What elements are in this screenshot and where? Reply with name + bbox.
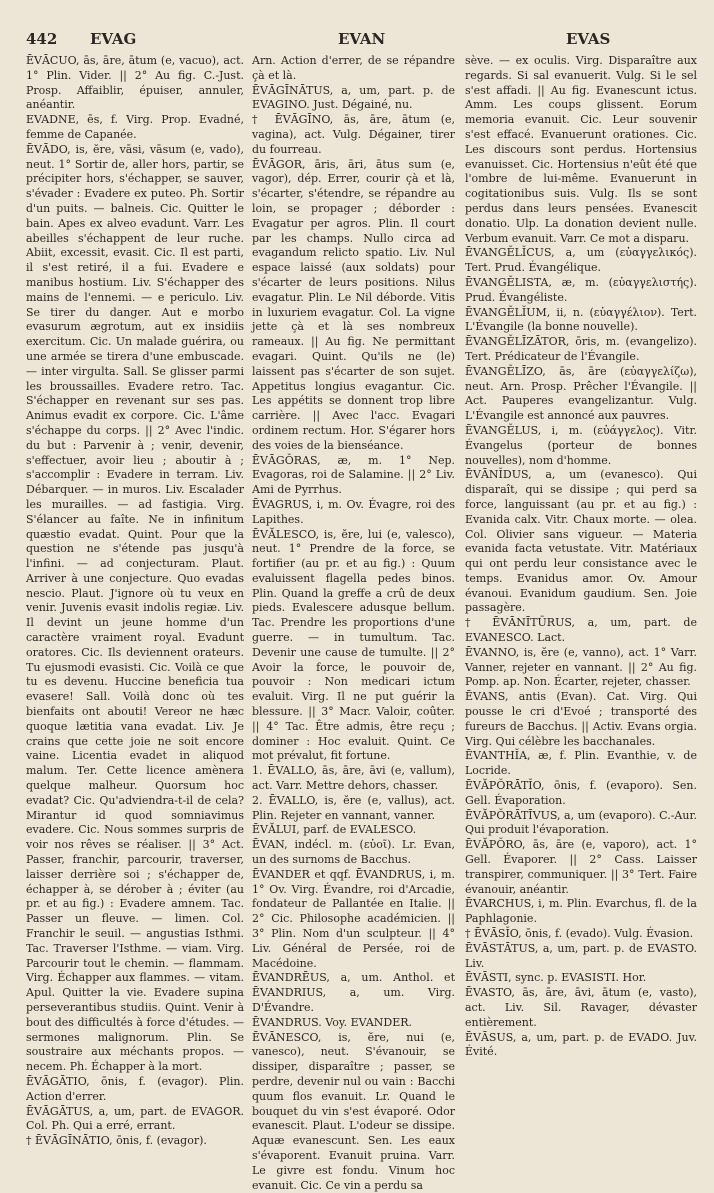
dictionary-entry: ĒVANGĔLISTA, æ, m. (εὐαγγελιστής). Prud. Évangéliste. xyxy=(465,275,697,304)
dictionary-entry: ĒVARCHUS, i, m. Plin. Evarchus, fl. de la Paphlagonie. xyxy=(465,897,697,926)
dictionary-entry: ĒVĀGOR, āris, āri, ātus sum (e, vagor), dép. Errer, courir çà et là, s'écarter, s'étendre, se répandre au loin, se propager ; déborder : Evagatur per agros. Plin. Il court par les champs. Nullo circa ad evagandum relicto spatio. Liv. Nul espace laissé (aux soldats) pour s'écarter de leurs positions. Nilus evagatur. Plin. Le Nil déborde. Vitis in luxuriem evagatur. Col. La vigne jette çà et là ses nombreux rameaux. || Au fig. Ne permittant evagari. Quint. Qu'ils ne (le) laissent pas s'écarter de son sujet. Appetitus longius evagantur. Cic. Les appétits se donnent trop libre carrière. || Avec l'acc. Evagari ordinem rectum. Hor. S'égarer hors des voies de la bienséance. xyxy=(252,157,455,452)
dictionary-entry: ĒVĂPŎRĀTĬO, ōnis, f. (evaporo). Sen. Gell. Évaporation. xyxy=(465,779,697,807)
dictionary-entry: ĒVĂPŎRO, ās, āre (e, vaporo), act. 1° Gell. Évaporer. || 2° Cass. Laisser transpirer, communiquer. || 3° Tert. Faire évanouir, anéantir. xyxy=(465,838,697,896)
dictionary-entry: ĒVĀGĀTUS, a, um, part. de EVAGOR. Col. Ph. Qui a erré, errant. xyxy=(26,1104,244,1133)
dictionary-entry: † ĒVĀGĪNO, ās, āre, ātum (e, vagina), act. Vulg. Dégainer, tirer du fourreau. xyxy=(252,113,455,156)
dictionary-entry: ĒVANS, antis (Evan). Cat. Virg. Qui pousse le cri d'Evoé ; transporté des fureurs de Bacchus. || Activ. Evans orgia. Virg. Qui célèbre les bacchanales. xyxy=(465,690,697,748)
column-right xyxy=(465,54,697,1072)
dictionary-entry: ĒVĂLUI, parf. de EVALESCO. xyxy=(252,823,417,837)
page-number: 442 xyxy=(26,30,58,48)
dictionary-entry: ĒVĀDO, is, ĕre, vāsi, vāsum (e, vado), neut. 1° Sortir de, aller hors, partir, se précipiter hors, s'échapper, se sauver, s'évader : Evadere ex puteo. Ph. Sortir d'un puits. — balneis. Cic. Quitter le bain. Apes ex alveo evadunt. Varr. Les abeilles s'échappent de leur ruche. Abiit, excessit, evasit. Cic. Il est parti, il s'est retiré, il a fui. Evadere e manibus hostium. Liv. S'échapper des mains de l'ennemi. — e periculo. Liv. Se tirer du danger. Aut e morbo evasurum ægrotum, aut ex insidiis exercitum. Cic. Un malade guérira, ou une armée se tirera d'une embuscade. — inter virgulta. Sall. Se glisser parmi les broussailles. Evadere retro. Tac. S'échapper en revenant sur ses pas. Animus evadit ex corpore. Cic. L'âme s'échappe du corps. || 2° Avec l'indic. du but : Parvenir à ; venir, devenir, s'effectuer, avoir lieu ; aboutir à ; s'accomplir : Evadere in terram. Liv. Débarquer. — in muros. Liv. Escalader les murailles. — ad fastigia. Virg. S'élancer au faîte. Ne in infinitum quæstio evadat. Quint. Pour que la question ne s'étende pas jusqu'à l'infini. — ad conjecturam. Plaut. Arriver à une conjecture. Quo evadas nescio. Plaut. J'ignore où tu veux en venir. Juvenis evasit indolis regiæ. Liv. Il devint un jeune homme d'un caractère vraiment royal. Evadunt oratores. Cic. Ils deviennent orateurs. Tu ejusmodi evasisti. Cic. Voilà ce que tu es devenu. Huccine beneficia tua evasere! Sall. Voilà donc où tes bienfaits ont abouti! Vereor ne hæc quoque lætitia vana evadat. Liv. Je crains que cette joie ne soit encore vaine. Licentia evadet in aliquod malum. Ter. Cette licence amènera quelque malheur. Quorsum hoc evadat? Cic. Qu'adviendra-t-il de cela? Mirantur id quod somniavimus evadere. Cic. Nous sommes surpris de voir nos rêves se réaliser. || 3° Act. Passer, franchir, parcourir, traverser, laisser derrière soi ; s'échapper de, échapper à, se dérober à ; éviter (au pr. et au fig.) : Evadere amnem. Tac. Passer un fleuve. — limen. Col. Franchir le seuil. — angustias Isthmi. Tac. Traverser l'Isthme. — viam. Virg. Parcourir tout le chemin. — flammam. Virg. Échapper aux flammes. — vitam. Apul. Quitter la vie. Evadere supina perseverantibus studiis. Quint. Venir à bout des difficultés à force d'études. — sermones malignorum. Plin. Se soustraire aux méchants propos. — necem. Ph. Échapper à la mort. xyxy=(26,142,244,1074)
dictionary-entry: ĒVĀGĪNĀTUS, a, um, part. p. de EVAGINO. Just. Dégainé, nu. xyxy=(252,83,455,112)
dictionary-entry: ĒVAN, indécl. m. (εὐοῖ). Lr. Evan, un des surnoms de Bacchus. xyxy=(252,838,455,867)
dictionary-entry: ĒVĂLESCO, is, ĕre, lui (e, valesco), neut. 1° Prendre de la force, se fortifier (au pr. et au fig.) : Quum evaluissent flagella pedes binos. Plin. Quand la greffe a crû de deux pieds. Evalescere adusque bellum. Tac. Prendre les proportions d'une guerre. — in tumultum. Tac. Devenir une cause de tumulte. || 2° Avoir la force, le pouvoir de, pouvoir : Non medicari ictum evaluit. Virg. Il ne put guérir la blessure. || 3° Macr. Valoir, coûter. || 4° Tac. Être admis, être reçu ; dominer : Hoc evaluit. Quint. Ce mot prévalut, fit fortune. xyxy=(252,527,455,763)
dictionary-entry: ĒVANGĔLĬCUS, a, um (εὐαγγελικός). Tert. Prud. Évangélique. xyxy=(465,246,697,275)
dictionary-entry: ĒVĀSUS, a, um, part. p. de EVADO. Juv. Évité. xyxy=(465,1030,697,1059)
dictionary-entry: ĒVANDRUS. Voy. EVANDER. xyxy=(252,1015,413,1029)
dictionary-entry: ĒVANGĔLĪZĀTOR, ōris, m. (evangelizo). Tert. Prédicateur de l'Évangile. xyxy=(465,335,697,363)
dictionary-entry: ĒVANNO, is, ĕre (e, vanno), act. 1° Varr. Vanner, rejeter en vannant. || 2° Au fig. Pomp. ap. Non. Écarter, rejeter, chasser. xyxy=(465,645,697,689)
dictionary-entry: ĒVANDER et qqf. ĒVANDRUS, i, m. 1° Ov. Virg. Évandre, roi d'Arcadie, fondateur de Pallantée en Italie. || 2° Cic. Philosophe académicien. || 3° Plin. Nom d'un sculpteur. || 4° Liv. Général de Persée, roi de Macédoine. xyxy=(252,867,455,970)
dictionary-entry: ĒVAGRUS, i, m. Ov. Évagre, roi des Lapithes. xyxy=(252,497,455,526)
header-left-guideword: EVAG xyxy=(90,30,137,48)
dictionary-entry: 2. ĒVALLO, is, ĕre (e, vallus), act. Plin. Rejeter en vannant, vanner. xyxy=(252,793,455,822)
column-left xyxy=(26,54,244,1148)
dictionary-entry: ĒVĀGŎRAS, æ, m. 1° Nep. Evagoras, roi de Salamine. || 2° Liv. Ami de Pyrrhus. xyxy=(252,453,455,497)
header-center-guideword: EVAN xyxy=(338,30,386,48)
dictionary-entry: ĒVANGĔLUS, i, m. (εὐάγγελος). Vitr. Évangelus (porteur de bonnes nouvelles), nom d'homme. xyxy=(465,423,697,467)
dictionary-entry: ĒVĀSTI, sync. p. EVASISTI. Hor. xyxy=(465,971,647,985)
dictionary-entry: Arn. Action d'errer, de se répandre çà et là. xyxy=(252,54,455,82)
dictionary-entry: ĒVANGĔLĪZO, ās, āre (εὐαγγελίζω), neut. Arn. Prosp. Prêcher l'Évangile. || Act. Pauperes evangelizantur. Vulg. L'Évangile est annoncé aux pauvres. xyxy=(465,364,697,423)
dictionary-entry: ĒVĀSTĀTUS, a, um, part. p. de EVASTO. Liv. xyxy=(465,941,697,970)
dictionary-entry: ĒVASTO, ās, āre, āvi, ātum (e, vasto), act. Liv. Sil. Ravager, dévaster entièrement. xyxy=(465,986,697,1029)
dictionary-entry: † ĒVĀSĬO, ōnis, f. (evado). Vulg. Évasion. xyxy=(465,927,694,941)
dictionary-entry: ĒVĀNESCO, is, ĕre, nui (e, vanesco), neut. S'évanouir, se dissiper, disparaître ; passer, se perdre, devenir nul ou vain : Bacchi quum flos evanuit. Lr. Quand le bouquet du vin s'est évaporé. Odor evanescit. Plaut. L'odeur se dissipe. Aquæ evanescunt. Sen. Les eaux s'évaporent. Evanuit pruina. Varr. Le givre est fondu. Vinum hoc evanuit. Cic. Ce vin a perdu sa xyxy=(252,1030,455,1192)
dictionary-entry: ĒVANGĔLĬUM, ii, n. (εὐαγγέλιον). Tert. L'Évangile (la bonne nouvelle). xyxy=(465,305,697,334)
dictionary-entry: ĒVĀCUO, ās, āre, ātum (e, vacuo), act. 1° Plin. Vider. || 2° Au fig. C.-Just. Prosp. Affaiblir, épuiser, annuler, anéantir. xyxy=(26,54,244,112)
dictionary-entry: 1. ĒVALLO, ās, āre, āvi (e, vallum), act. Varr. Mettre dehors, chasser. xyxy=(252,764,455,793)
column-middle xyxy=(252,54,455,1192)
dictionary-entry: ĒVĂPŎRĀTĪVUS, a, um (evaporo). C.-Aur. Qui produit l'évaporation. xyxy=(465,808,697,837)
dictionary-entry: sève. — ex oculis. Virg. Disparaître aux regards. Si sal evanuerit. Vulg. Si le sel s'est affadi. || Au fig. Evanescunt ictus. Amm. Les coups glissent. Eorum memoria evanuit. Cic. Leur souvenir s'est effacé. Evanuerunt orationes. Cic. Les discours sont perdus. Hortensius evanuisset. Cic. Hortensius n'eût été que l'ombre de lui-même. Evanuerunt in cogitationibus suis. Vulg. Ils se sont perdus dans leurs pensées. Evanescit donatio. Ulp. La donation devient nulle. Verbum evanuit. Varr. Ce mot a disparu. xyxy=(465,54,697,245)
dictionary-entry: † ĒVĀNĪTŪRUS, a, um, part. de EVANESCO. Lact. xyxy=(465,616,697,645)
dictionary-entry: ĒVANDRĒUS, a, um. Anthol. et ĒVANDRIUS, a, um. Virg. D'Évandre. xyxy=(252,971,455,1014)
header-right-guideword: EVAS xyxy=(566,30,611,48)
dictionary-entry: ĒVANTHĬA, æ, f. Plin. Evanthie, v. de Locride. xyxy=(465,749,697,778)
dictionary-entry: † ĒVĀGĪNĀTIO, ōnis, f. (evagor). xyxy=(26,1134,207,1148)
dictionary-entry: ĒVĀNĬDUS, a, um (evanesco). Qui disparaît, qui se dissipe ; qui perd sa force, languissant (au pr. et au fig.) : Evanida calx. Vitr. Chaux morte. — olea. Col. Olivier sans vigueur. — Materia evanida facta vetustate. Vitr. Matériaux qui ont perdu leur consistance avec le temps. Evanidus amor. Ov. Amour évanoui. Evanidum gaudium. Sen. Joie passagère. xyxy=(465,468,697,615)
dictionary-entry: EVADNE, ēs, f. Virg. Prop. Evadné, femme de Capanée. xyxy=(26,113,244,141)
running-header xyxy=(26,30,694,52)
dictionary-entry: ĒVĀGĀTIO, ōnis, f. (evagor). Plin. Action d'errer. xyxy=(26,1074,244,1103)
